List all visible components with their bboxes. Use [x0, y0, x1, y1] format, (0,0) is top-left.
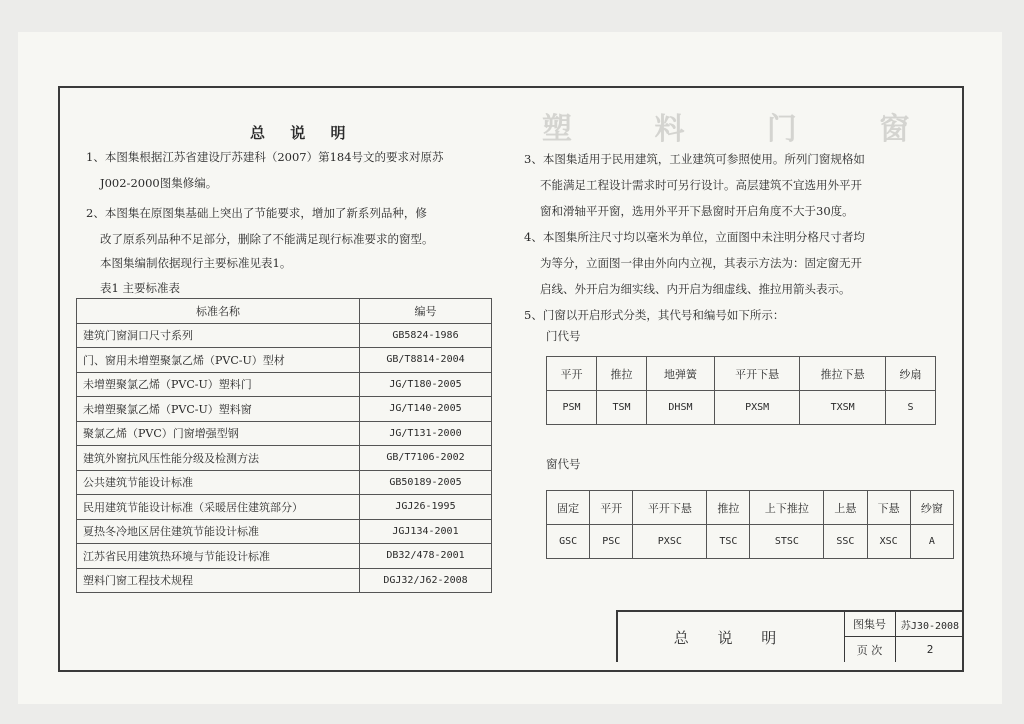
left-paragraph-2: J002-2000图集修编。: [100, 176, 218, 190]
window-name: 上下推拉: [750, 491, 824, 525]
standard-name: 公共建筑节能设计标准: [77, 470, 360, 495]
table-row: [77, 421, 492, 446]
right-paragraph-4: 4、本图集所注尺寸均以毫米为单位，立面图中未注明分格尺寸者均: [524, 230, 865, 244]
standard-code: JGJ26-1995: [360, 495, 492, 520]
left-paragraph-5: 本图集编制依据现行主要标准见表1。: [100, 256, 292, 270]
page-number-label: 页 次: [844, 637, 896, 662]
page-number-value: 2: [926, 643, 934, 656]
right-paragraph-7: 5、门窗以开启形式分类，其代号和编号如下所示：: [524, 308, 785, 322]
header-standard-name: 标准名称: [77, 299, 360, 324]
table-row: [77, 470, 492, 495]
door-name: 地弹簧: [647, 357, 715, 391]
right-paragraph-1: 3、本图集适用于民用建筑，工业建筑可参照使用。所列门窗规格如: [524, 152, 865, 166]
window-name: 推拉: [707, 491, 750, 525]
door-codes-table: [546, 356, 936, 425]
standard-name: 夏热冬冷地区居住建筑节能设计标准: [77, 519, 360, 544]
door-name: 平开: [547, 357, 597, 391]
window-code: PXSC: [633, 525, 707, 559]
table-row: [77, 397, 492, 422]
standard-name: 江苏省民用建筑热环境与节能设计标准: [77, 544, 360, 569]
page-heading: 总 说 明: [250, 124, 356, 142]
standard-name: 门、窗用未增塑聚氯乙烯（PVC-U）型材: [77, 348, 360, 373]
header-code: 编号: [360, 299, 492, 324]
window-codes-table: [546, 490, 954, 559]
door-name: 纱扇: [885, 357, 935, 391]
standard-name: 建筑门窗洞口尺寸系列: [77, 323, 360, 348]
atlas-number-label: 图集号: [844, 612, 896, 637]
standard-code: GB/T7106-2002: [360, 446, 492, 471]
window-code: SSC: [824, 525, 867, 559]
standard-code: GB50189-2005: [360, 470, 492, 495]
standard-code: DGJ32/J62-2008: [360, 568, 492, 593]
window-name: 平开: [590, 491, 633, 525]
right-paragraph-6: 启线、外开启为细实线、内开启为细虚线、推拉用箭头表示。: [540, 282, 851, 296]
door-code: TSM: [597, 391, 647, 425]
window-code: GSC: [547, 525, 590, 559]
door-names-row: [547, 357, 936, 391]
table-row: [77, 544, 492, 569]
window-code: XSC: [867, 525, 910, 559]
standards-table: [76, 298, 492, 593]
door-name: 平开下悬: [714, 357, 800, 391]
table-row: [77, 446, 492, 471]
table-row: [77, 519, 492, 544]
right-paragraph-3: 窗和滑轴平开窗，选用外平开下悬窗时开启角度不大于30度。: [540, 204, 854, 218]
window-codes-label: 窗代号: [546, 457, 581, 471]
atlas-number-value: 苏J30-2008: [896, 612, 964, 637]
left-paragraph-3: 2、本图集在原图集基础上突出了节能要求，增加了新系列品种，修: [86, 206, 427, 220]
door-name: 推拉: [597, 357, 647, 391]
window-name: 固定: [547, 491, 590, 525]
door-name: 推拉下悬: [800, 357, 886, 391]
table-header-row: [77, 299, 492, 324]
left-paragraph-1: 1、本图集根据江苏省建设厅苏建科（2007）第184号文的要求对原苏: [86, 150, 444, 164]
standard-name: 聚氯乙烯（PVC）门窗增强型钢: [77, 421, 360, 446]
standard-name: 民用建筑节能设计标准（采暖居住建筑部分）: [77, 495, 360, 520]
table-row: [77, 495, 492, 520]
window-name: 平开下悬: [633, 491, 707, 525]
table1-caption: 表1 主要标准表: [100, 281, 180, 295]
window-name: 纱窗: [910, 491, 953, 525]
title-block: [616, 610, 964, 662]
window-code: A: [910, 525, 953, 559]
ghost-title: 塑 料 门 窗: [542, 112, 946, 147]
standard-code: JG/T131-2000: [360, 421, 492, 446]
title-block-title: 总 说 明: [618, 612, 845, 662]
door-code: DHSM: [647, 391, 715, 425]
standard-name: 未增塑聚氯乙烯（PVC-U）塑料窗: [77, 397, 360, 422]
standard-code: GB5824-1986: [360, 323, 492, 348]
standard-name: 建筑外窗抗风压性能分级及检测方法: [77, 446, 360, 471]
door-code: PXSM: [714, 391, 800, 425]
window-code: STSC: [750, 525, 824, 559]
window-name: 上悬: [824, 491, 867, 525]
table-row: [77, 372, 492, 397]
window-code: PSC: [590, 525, 633, 559]
window-names-row: [547, 491, 954, 525]
standard-name: 未增塑聚氯乙烯（PVC-U）塑料门: [77, 372, 360, 397]
table-row: [77, 348, 492, 373]
right-paragraph-5: 为等分，立面图一律由外向内立视，其表示方法为：固定窗无开: [540, 256, 862, 270]
door-codes-row: [547, 391, 936, 425]
standard-code: GB/T8814-2004: [360, 348, 492, 373]
door-code: S: [885, 391, 935, 425]
table-row: [77, 568, 492, 593]
standard-code: JGJ134-2001: [360, 519, 492, 544]
door-code: TXSM: [800, 391, 886, 425]
window-codes-row: [547, 525, 954, 559]
left-paragraph-4: 改了原系列品种不足部分，删除了不能满足现行标准要求的窗型。: [100, 232, 434, 246]
door-codes-label: 门代号: [546, 329, 581, 343]
standard-code: DB32/478-2001: [360, 544, 492, 569]
window-name: 下悬: [867, 491, 910, 525]
standard-name: 塑料门窗工程技术规程: [77, 568, 360, 593]
window-code: TSC: [707, 525, 750, 559]
table-row: [77, 323, 492, 348]
standard-code: JG/T140-2005: [360, 397, 492, 422]
standard-code: JG/T180-2005: [360, 372, 492, 397]
door-code: PSM: [547, 391, 597, 425]
right-paragraph-2: 不能满足工程设计需求时可另行设计。高层建筑不宜选用外平开: [540, 178, 862, 192]
